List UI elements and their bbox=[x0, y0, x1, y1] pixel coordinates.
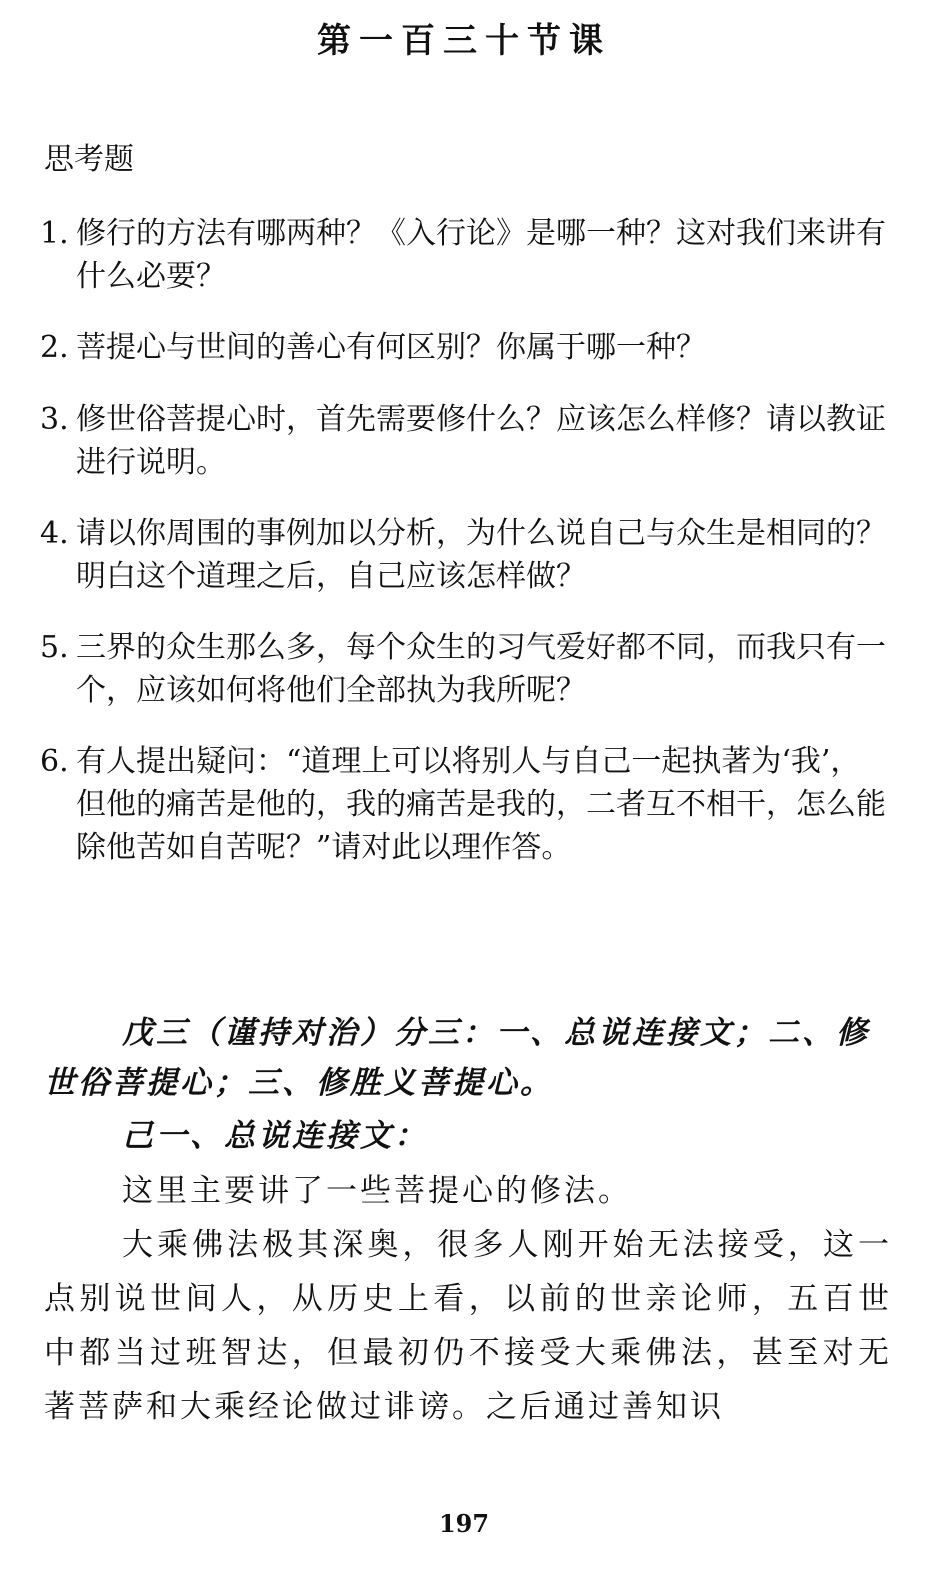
page-title: 第一百三十节课 bbox=[317, 21, 611, 61]
question-number: 5. bbox=[40, 630, 69, 665]
question-text: 三界的众生那么多，每个众生的习气爱好都不同，而我只有一个，应该如何将他们全部执为我所呢？ bbox=[76, 630, 886, 708]
question-text: 菩提心与世间的善心有何区别？你属于哪一种？ bbox=[76, 330, 706, 365]
question-item bbox=[40, 326, 890, 369]
question-item bbox=[40, 212, 890, 298]
question-number: 3. bbox=[40, 402, 69, 437]
question-text: 有人提出疑问：“道理上可以将别人与自己一起执著为‘我’，但他的痛苦是他的，我的痛苦是我的，二者互不相干，怎么能除他苦如自苦呢？”请对此以理作答。 bbox=[76, 744, 886, 865]
body-paragraph: 这里主要讲了一些菩提心的修法。 bbox=[122, 1173, 632, 1209]
section-label: 思考题 bbox=[44, 142, 134, 177]
question-item bbox=[40, 740, 890, 869]
section-heading: 戊三（谨持对治）分三：一、总说连接文；二、修世俗菩提心；三、修胜义菩提心。 bbox=[44, 1015, 870, 1101]
question-item bbox=[40, 512, 890, 598]
question-number: 1. bbox=[40, 216, 69, 251]
question-text: 请以你周围的事例加以分析，为什么说自己与众生是相同的？明白这个道理之后，自己应该怎样做？ bbox=[76, 516, 886, 594]
question-text: 修世俗菩提心时，首先需要修什么？应该怎么样修？请以教证进行说明。 bbox=[76, 402, 886, 480]
question-number: 4. bbox=[40, 516, 69, 551]
question-item bbox=[40, 626, 890, 712]
question-number: 6. bbox=[40, 744, 69, 779]
page-number: 197 bbox=[438, 1509, 490, 1538]
question-text: 修行的方法有哪两种？《入行论》是哪一种？这对我们来讲有什么必要？ bbox=[76, 216, 886, 294]
question-number: 2. bbox=[40, 330, 69, 365]
body-paragraph: 大乘佛法极其深奥，很多人刚开始无法接受，这一点别说世间人，从历史上看，以前的世亲论师，五百世中都当过班智达，但最初仍不接受大乘佛法，甚至对无著菩萨和大乘经论做过诽谤。之后通过善知识 bbox=[44, 1227, 892, 1425]
question-item bbox=[40, 398, 890, 484]
subsection-heading: 己一、总说连接文： bbox=[122, 1118, 428, 1154]
